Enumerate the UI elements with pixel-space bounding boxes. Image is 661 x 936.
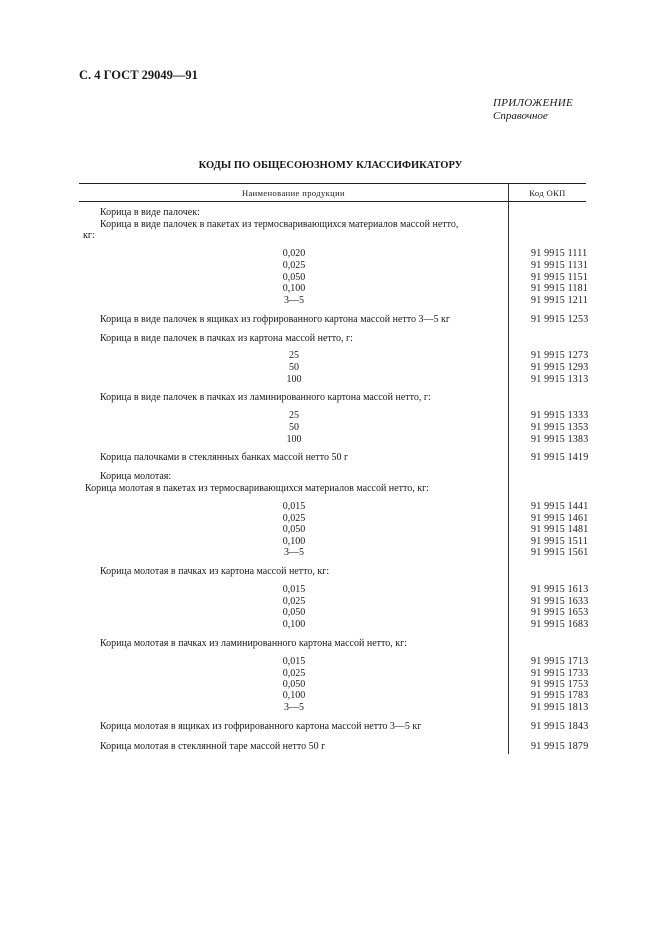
mass-value: 3—5 — [284, 702, 304, 713]
annex-block — [493, 97, 573, 123]
group-sublabel: Корица в виде палочек в пакетах из термосваривающихся материалов массой нетто, — [100, 219, 459, 230]
group-label: Корица молотая: — [100, 471, 172, 482]
okp-code: 91 9915 1441 — [531, 501, 589, 512]
mass-value: 25 — [289, 410, 299, 421]
group-label: Корица в виде палочек: — [100, 207, 200, 218]
okp-code: 91 9915 1111 — [531, 248, 588, 259]
group-label: Корица молотая в ящиках из гофрированного картона массой нетто 3—5 кг — [100, 721, 422, 732]
annex-title: ПРИЛОЖЕНИЕ — [493, 97, 573, 109]
mass-value: 0,015 — [282, 501, 306, 512]
okp-code: 91 9915 1683 — [531, 619, 589, 630]
column-separator — [508, 184, 509, 754]
mass-value: 0,015 — [282, 584, 306, 595]
mass-value: 0,050 — [282, 607, 306, 618]
okp-code: 91 9915 1181 — [531, 283, 589, 294]
okp-code: 91 9915 1481 — [531, 524, 589, 535]
okp-code: 91 9915 1879 — [531, 741, 589, 752]
okp-code: 91 9915 1151 — [531, 272, 589, 283]
mass-value: 0,020 — [282, 248, 306, 259]
mass-value: 0,025 — [282, 260, 306, 271]
group-label: Корица в виде палочек в пачках из ламинированного картона массой нетто, г: — [100, 392, 431, 403]
okp-code: 91 9915 1131 — [531, 260, 589, 271]
mass-value: 3—5 — [284, 547, 304, 558]
okp-code: 91 9915 1713 — [531, 656, 589, 667]
okp-code: 91 9915 1633 — [531, 596, 589, 607]
table-header-rule — [79, 201, 586, 202]
column-header-name: Наименование продукции — [241, 188, 346, 198]
group-label: Корица молотая в пачках из ламинированного картона массой нетто, кг: — [100, 638, 407, 649]
mass-value: 25 — [289, 350, 299, 361]
group-label: Корица в виде палочек в пачках из картона массой нетто, г: — [100, 333, 353, 344]
okp-code: 91 9915 1253 — [531, 314, 589, 325]
mass-value: 0,025 — [282, 668, 306, 679]
mass-value: 0,050 — [282, 679, 306, 690]
okp-code: 91 9915 1813 — [531, 702, 589, 713]
mass-value: 100 — [286, 434, 302, 445]
group-sublabel: Корица молотая в пакетах из термосваривающихся материалов массой нетто, кг: — [85, 483, 429, 494]
okp-code: 91 9915 1211 — [531, 295, 589, 306]
okp-code: 91 9915 1273 — [531, 350, 589, 361]
okp-code: 91 9915 1561 — [531, 547, 589, 558]
group-label: Корица палочками в стеклянных банках массой нетто 50 г — [100, 452, 349, 463]
okp-code: 91 9915 1461 — [531, 513, 589, 524]
okp-code: 91 9915 1333 — [531, 410, 589, 421]
document-title: КОДЫ ПО ОБЩЕСОЮЗНОМУ КЛАССИФИКАТОРУ — [198, 160, 463, 171]
okp-code: 91 9915 1613 — [531, 584, 589, 595]
okp-code: 91 9915 1783 — [531, 690, 589, 701]
mass-value: 0,050 — [282, 272, 306, 283]
okp-code: 91 9915 1843 — [531, 721, 589, 732]
mass-value: 0,100 — [282, 619, 306, 630]
mass-value: 3—5 — [284, 295, 304, 306]
group-label: Корица молотая в стеклянной таре массой нетто 50 г — [100, 741, 326, 752]
group-label: Корица в виде палочек в ящиках из гофрированного картона массой нетто 3—5 кг — [100, 314, 450, 325]
mass-value: 0,100 — [282, 690, 306, 701]
okp-code: 91 9915 1733 — [531, 668, 589, 679]
okp-code: 91 9915 1419 — [531, 452, 589, 463]
page-header: С. 4 ГОСТ 29049—91 — [79, 68, 198, 82]
okp-code: 91 9915 1653 — [531, 607, 589, 618]
mass-value: 0,100 — [282, 283, 306, 294]
mass-value: 0,050 — [282, 524, 306, 535]
mass-value: 50 — [289, 362, 299, 373]
mass-value: 100 — [286, 374, 302, 385]
okp-code: 91 9915 1293 — [531, 362, 589, 373]
mass-value: 0,025 — [282, 596, 306, 607]
okp-code: 91 9915 1511 — [531, 536, 589, 547]
group-unit: кг: — [83, 230, 95, 241]
group-label: Корица молотая в пачках из картона массой нетто, кг: — [100, 566, 330, 577]
okp-code: 91 9915 1353 — [531, 422, 589, 433]
okp-code: 91 9915 1753 — [531, 679, 589, 690]
mass-value: 50 — [289, 422, 299, 433]
okp-code: 91 9915 1383 — [531, 434, 589, 445]
column-header-code: Код ОКП — [529, 188, 566, 198]
annex-subtitle: Справочное — [493, 110, 548, 122]
mass-value: 0,025 — [282, 513, 306, 524]
mass-value: 0,015 — [282, 656, 306, 667]
mass-value: 0,100 — [282, 536, 306, 547]
table-top-rule — [79, 183, 586, 184]
okp-code: 91 9915 1313 — [531, 374, 589, 385]
